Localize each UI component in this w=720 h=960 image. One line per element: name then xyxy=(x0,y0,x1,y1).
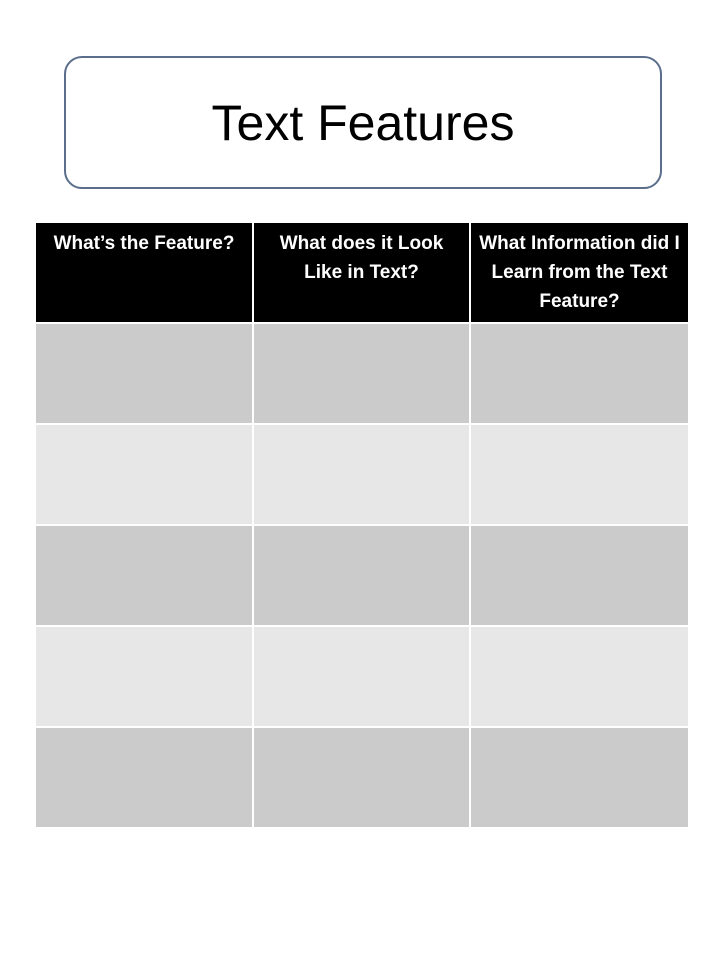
table-row xyxy=(36,323,688,424)
table-cell[interactable] xyxy=(36,323,253,424)
header-look-like xyxy=(253,223,470,323)
table-row xyxy=(36,727,688,828)
table-cell[interactable] xyxy=(470,525,688,626)
table-cell[interactable] xyxy=(253,626,470,727)
table-cell[interactable] xyxy=(253,525,470,626)
table-cell[interactable] xyxy=(253,424,470,525)
table-cell[interactable] xyxy=(470,323,688,424)
table-cell[interactable] xyxy=(470,626,688,727)
table-cell[interactable] xyxy=(36,626,253,727)
table-cell[interactable] xyxy=(470,727,688,828)
header-information xyxy=(470,223,688,323)
table-cell[interactable] xyxy=(253,727,470,828)
text-features-table xyxy=(36,223,688,829)
header-feature-label: What’s the Feature? xyxy=(53,233,235,254)
table-cell[interactable] xyxy=(36,525,253,626)
table-header-row xyxy=(36,223,688,323)
table-row xyxy=(36,424,688,525)
header-information-label: What Information did I Learn from the Text Feature? xyxy=(479,233,680,312)
table-row xyxy=(36,626,688,727)
page-title: Text Features xyxy=(211,94,515,151)
table-cell[interactable] xyxy=(36,727,253,828)
table-row xyxy=(36,525,688,626)
table-cell[interactable] xyxy=(36,424,253,525)
table-cell[interactable] xyxy=(470,424,688,525)
header-look-like-label: What does it Look Like in Text? xyxy=(279,233,444,283)
title-box xyxy=(64,56,662,189)
table-cell[interactable] xyxy=(253,323,470,424)
header-feature xyxy=(36,223,253,323)
